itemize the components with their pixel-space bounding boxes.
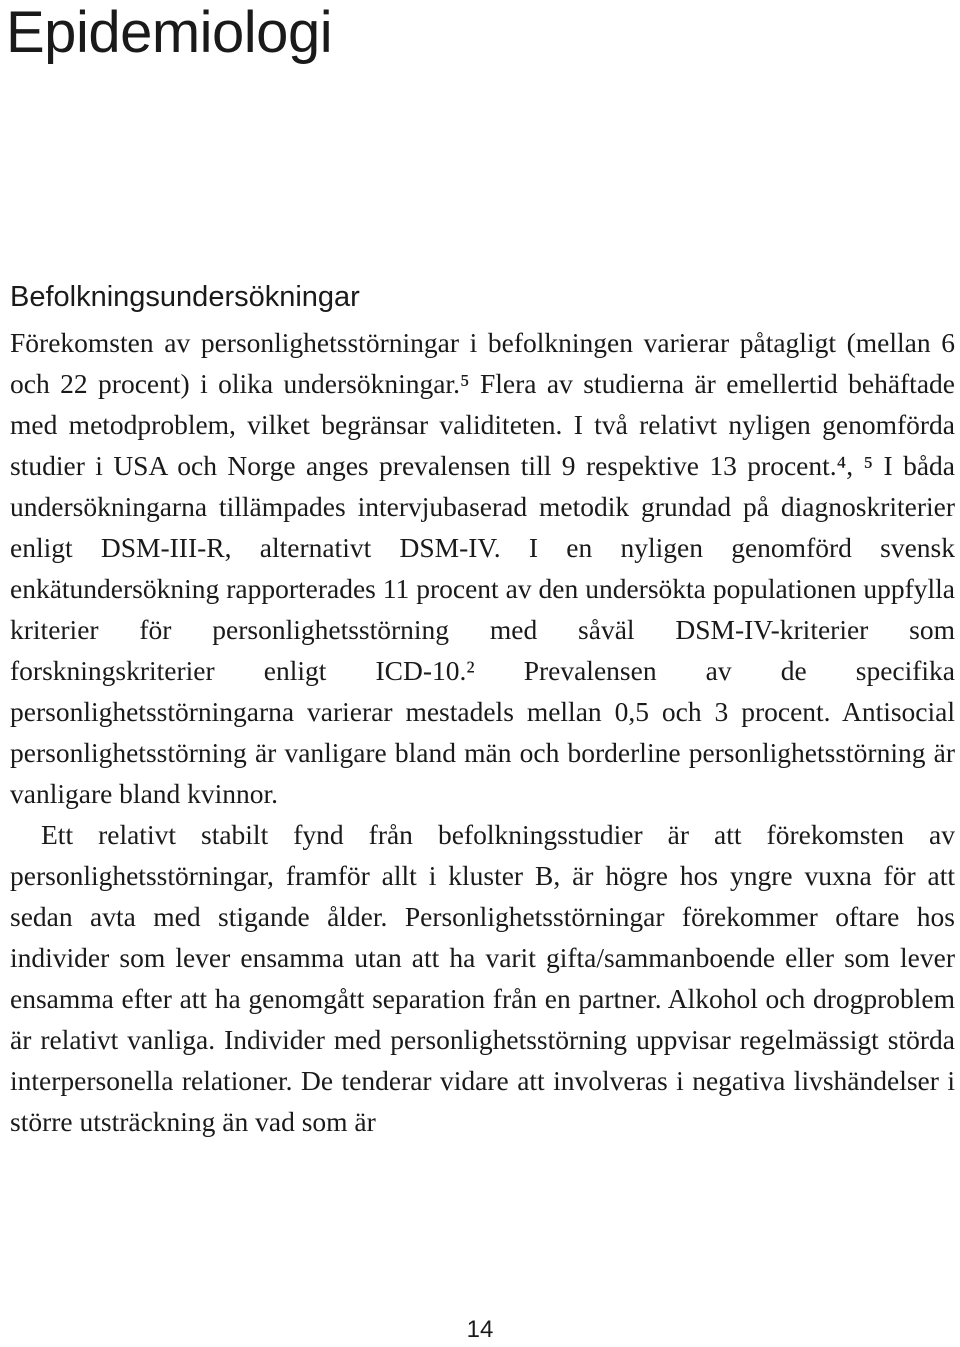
paragraph-1: Förekomsten av personlighetsstörningar i befolkningen varierar påtagligt (mellan 6 och 22 procent) i olika undersökningar.⁵ Flera av studierna är emellertid behäftade med metodproblem, vilket begränsar validiteten. I två relativt nyligen genomförda studier i USA och Norge anges prevalensen till 9 respektive 13 procent.⁴, ⁵ I båda undersökningarna tillämpades intervjubaserad metodik grundad på diagnoskriterier enligt DSM-III-R, alternativt DSM-IV. I en nyligen genomförd svensk enkätundersökning rapporterades 11 procent av den undersökta populationen uppfylla kriterier för personlighetsstörning med såväl DSM-IV-kriterier som forskningskriterier enligt ICD-10.² Prevalensen av de specifika personlighetsstörningarna varierar mestadels mellan 0,5 och 3 procent. Antisocial personlighetsstörning är vanligare bland män och borderline personlighetsstörning är vanligare bland kvinnor. [10, 327, 955, 809]
body-text [10, 322, 955, 1142]
page-title: Epidemiologi [6, 0, 333, 65]
paragraph-2: Ett relativt stabilt fynd från befolkningsstudier är att förekomsten av personlighetsstörningar, framför allt i kluster B, är högre hos yngre vuxna för att sedan avta med stigande ålder. Personlighetsstörningar förekommer oftare hos individer som lever ensamma utan att ha varit gifta/sammanboende eller som lever ensamma efter att ha genomgått separation från en partner. Alkohol och drogproblem är relativt vanliga. Individer med personlighetsstörning uppvisar regelmässigt störda interpersonella relationer. De tenderar vidare att involveras i negativa livshändelser i större utsträckning än vad som är [10, 819, 955, 1137]
section-heading: Befolkningsundersökningar [10, 281, 360, 313]
page-number: 14 [466, 1316, 494, 1343]
